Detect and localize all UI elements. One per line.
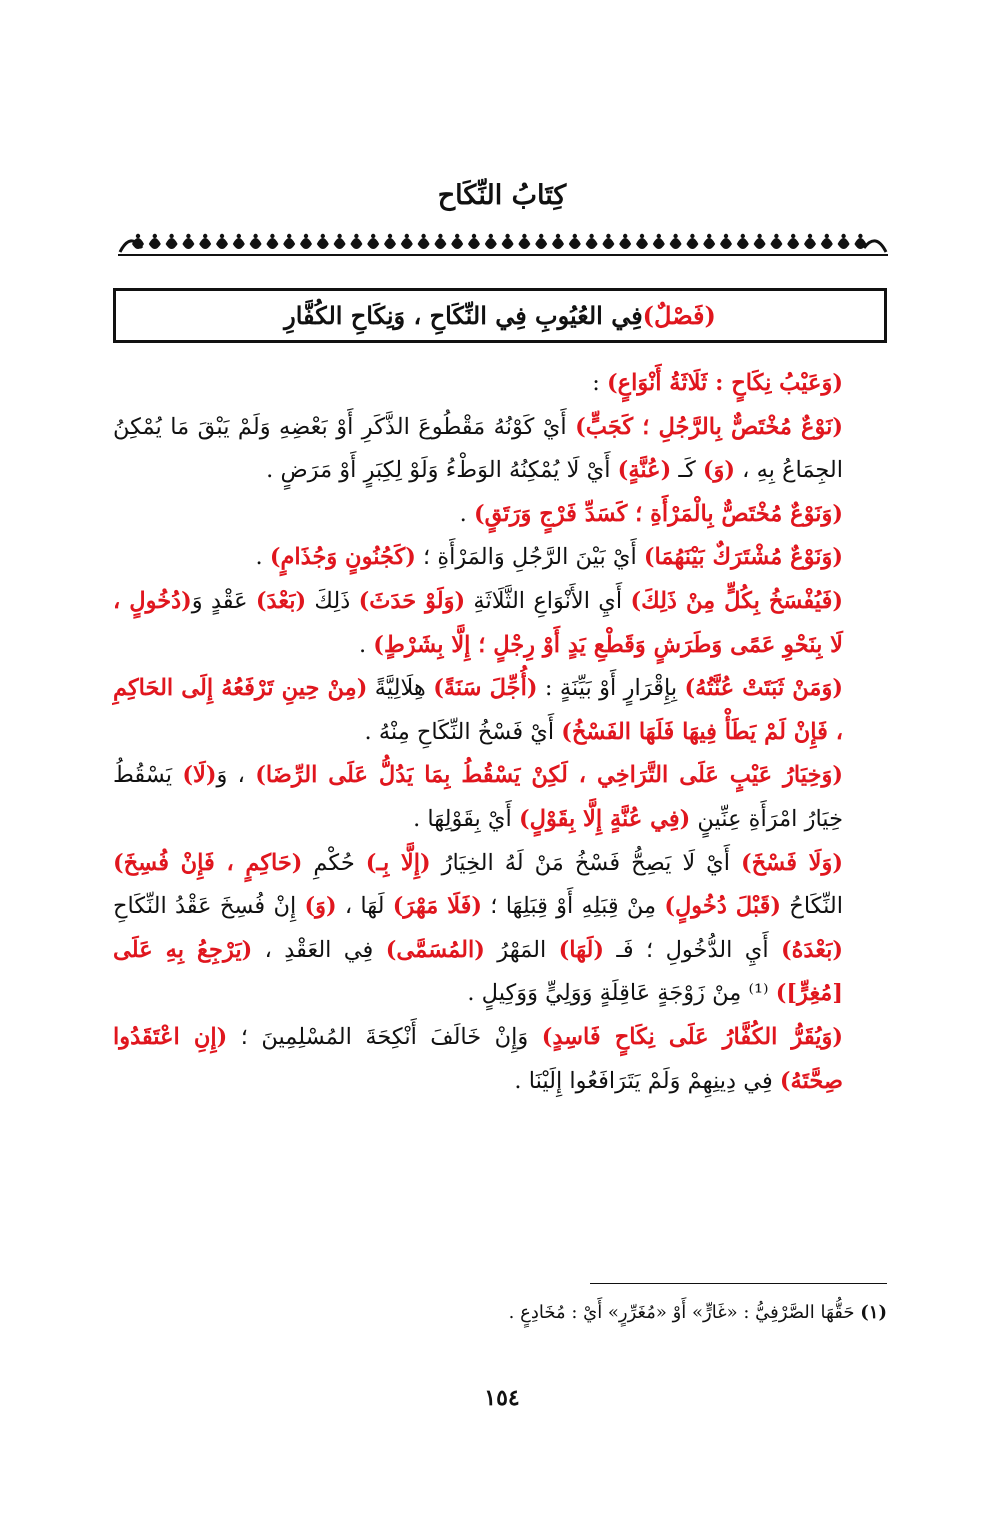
matn-text: (كَجُنُونٍ وَجُذَامٍ) [269, 544, 416, 571]
sharh-text: . [255, 544, 270, 571]
sharh-text: المَهْرُ [484, 936, 559, 963]
ornament-divider [118, 230, 888, 258]
paragraph [113, 1016, 887, 1103]
main-text [113, 362, 887, 1103]
sharh-text: فِي دِينِهِمْ وَلَمْ يَتَرَافَعُوا إِلَيْنَا . [514, 1067, 780, 1094]
matn-text: (فِي عُنَّةٍ إِلَّا بِقَوْلٍ) [518, 805, 691, 832]
sharh-text: مِنْ قِبَلِهِ أَوْ قِبَلِهَا ؛ [482, 893, 665, 920]
matn-text: (وَنَوْعٌ مُخْتَصٌّ بِالْمَرْأَةِ ؛ كَسَدِّ فَرْجٍ وَرَتَقٍ) [473, 500, 843, 527]
matn-text: (لَا) [182, 762, 217, 789]
footnote-text: حَقُّهَا الصَّرْفِيُّ : «غَارٍّ» أَوْ «مُغَرِّرٍ» أَيْ : مُخَادِعٍ . [508, 1302, 855, 1323]
matn-text: (بَعْدَ) [255, 587, 307, 614]
matn-text: (لَهَا) [558, 936, 604, 963]
sharh-text: أَيْ كَوْنُهُ مَقْطُوعَ الذَّكَرِ أَوْ بَعْضِهِ وَلَمْ يَبْقَ مَا يُمْكِنُ الجِمَاعُ بِهِ ، [113, 413, 843, 484]
sharh-text: حُكْمِ [302, 849, 366, 876]
footnote [113, 1302, 887, 1323]
sharh-text: أَيِ الأَنْوَاعِ الثَّلَاثَةِ [465, 587, 631, 614]
matn-text: (وَ) [702, 457, 736, 484]
matn-text: (دُخُولٍ ، لَا بِنَحْوِ عَمًى وَطَرَشٍ وَقَطْعِ يَدٍ أَوْ رِجْلٍ ؛ إِلَّا بِشَرْطٍ) [113, 587, 843, 658]
paragraph [113, 493, 887, 537]
sharh-text: ، وَ [216, 762, 256, 789]
sharh-text: هِلَالِيَّةً [367, 675, 434, 702]
book-title: كِتَابُ النِّكَاح [437, 180, 567, 211]
matn-text: (عُنَّةٍ) [617, 457, 672, 484]
sharh-text: أَيْ لَا يُمْكِنُهُ الوَطْءُ وَلَوْ لِكِبَرٍ أَوْ مَرَضٍ . [266, 457, 618, 484]
matn-text: (المُسَمَّى) [385, 936, 485, 963]
sharh-text: النِّكَاحُ [781, 893, 843, 920]
sharh-text: . [459, 500, 474, 527]
paragraph [113, 842, 887, 1016]
sharh-text: يَسْقُطُ خِيَارُ امْرَأَةِ عِنِّينٍ [113, 762, 843, 832]
sharh-text: كَـ [671, 457, 703, 484]
matn-text: (وَنَوْعٌ مُشْتَرَكٌ بَيْنَهُمَا) [643, 544, 843, 571]
sharh-text: عَقْدٍ وَ [191, 587, 256, 614]
sharh-text: . [358, 631, 374, 658]
sharh-text: ⁽¹⁾ مِنْ زَوْجَةٍ عَاقِلَةٍ وَوَلِيٍّ وَوَكِيلٍ . [467, 980, 776, 1007]
sharh-text: : [592, 370, 607, 396]
sharh-text: وَإِنْ خَالَفَ أَنْكِحَةَ المُسْلِمِينَ ؛ [227, 1023, 542, 1050]
matn-text: (مِنْ حِينِ تَرْفَعُهُ إِلَى الحَاكِمِ ، فَإِنْ لَمْ يَطَأْ فِيهَا فَلَهَا الفَسْخُ) [113, 675, 843, 745]
sharh-text: إِنْ فُسِخَ عَقْدُ النِّكَاحِ [113, 893, 305, 920]
sharh-text: ذَلِكَ [306, 587, 359, 614]
matn-text: (قَبْلَ دُخُولٍ) [664, 893, 782, 920]
matn-text: (بَعْدَهُ) [780, 936, 843, 963]
sharh-text: أَيِ الدُّخُولِ ؛ فَـ [603, 936, 781, 963]
footnote-rule [590, 1283, 887, 1284]
paragraph [113, 406, 887, 493]
matn-text: (وَعَيْبُ نِكَاحٍ : ثَلَاثَةُ أَنْوَاعٍ) [607, 370, 843, 396]
matn-text: (يَرْجِعُ بِهِ عَلَى [مُغِرٍّ]) [113, 936, 843, 1007]
matn-text: (إِنِ اعْتَقَدُوا صِحَّتَهُ) [113, 1023, 843, 1094]
sharh-text: فِي العَقْدِ ، [252, 936, 386, 963]
paragraph [113, 754, 887, 841]
paragraph [113, 536, 887, 580]
paragraph [113, 580, 887, 667]
matn-text: (فَيُفْسَخُ بِكُلٍّ مِنْ ذَلِكَ) [630, 587, 843, 614]
matn-text: (وَمَنْ ثَبَتَتْ عُنَّتُهُ) [684, 675, 843, 702]
paragraph [113, 362, 887, 406]
matn-text: (وَيُقَرُّ الكُفَّارُ عَلَى نِكَاحٍ فَاسِدٍ) [541, 1023, 844, 1050]
sharh-text: لَهَا ، [336, 893, 393, 920]
sharh-text: أَيْ لَا يَصِحُّ فَسْخُ مَنْ لَهُ الخِيَارُ [430, 849, 741, 876]
matn-text: (أُجِّلَ سَنَةً) [433, 675, 538, 702]
sharh-text: بِإِقْرَارٍ أَوْ بَيِّنَةٍ : [537, 675, 685, 702]
page-number: ١٥٤ [484, 1385, 520, 1411]
matn-text: (وَخِيَارُ عَيْبٍ عَلَى التَّرَاخِي ، لَكِنْ يَسْقُطُ بِمَا يَدُلُّ عَلَى الرِّضَا) [255, 762, 843, 789]
matn-text: (وَلَوْ حَدَثَ) [358, 587, 466, 614]
matn-text: (فَلَا مَهْرَ) [392, 893, 483, 920]
paragraph [113, 667, 887, 754]
matn-text: (إِلَّا بِـ) [365, 849, 431, 876]
section-heading [113, 288, 887, 343]
footnote-number: (١) [860, 1302, 887, 1323]
section-title-marker: (فَصْلٌ) [642, 301, 716, 330]
matn-text: (نَوْعٌ مُخْتَصٌّ بِالرَّجُلِ ؛ كَجَبٍّ) [575, 413, 844, 440]
sharh-text: أَيْ فَسْخُ النِّكَاحِ مِنْهُ . [364, 718, 562, 745]
matn-text: (حَاكِمٍ ، فَإِنْ فُسِخَ) [113, 849, 303, 876]
section-title-text: فِي العُيُوبِ فِي النِّكَاحِ ، وَنِكَاحِ الكُفَّارِ [284, 301, 643, 330]
sharh-text: أَيْ بَيْنَ الرَّجُلِ وَالمَرْأَةِ ؛ [415, 544, 644, 571]
sharh-text: أَيْ بِقَوْلِهَا . [413, 805, 519, 832]
matn-text: (وَ) [304, 893, 337, 920]
matn-text: (وَلَا فَسْخَ) [740, 849, 843, 876]
